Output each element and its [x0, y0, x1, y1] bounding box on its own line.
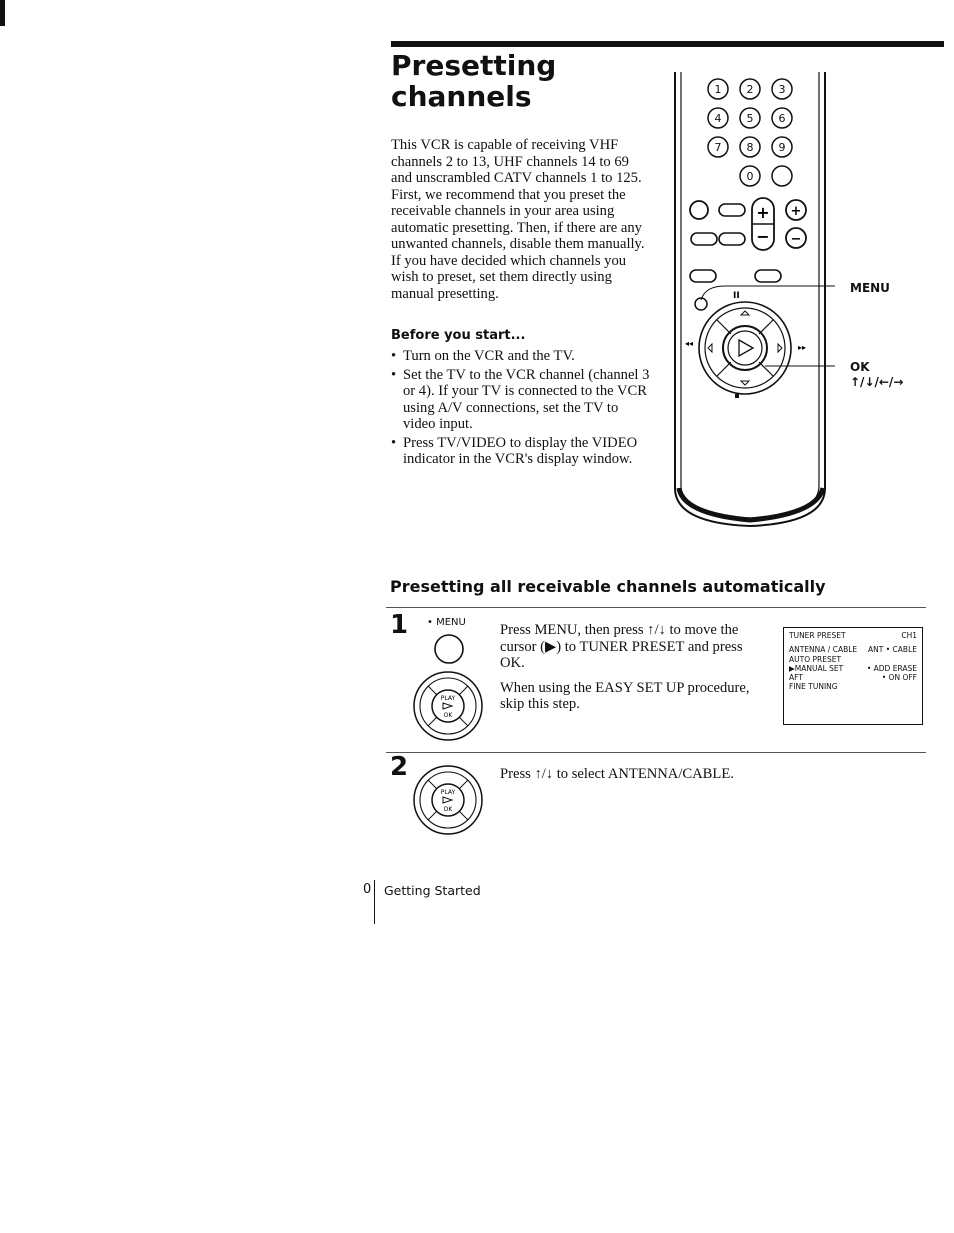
- svg-text:II: II: [733, 291, 740, 301]
- step-1-text: [500, 622, 770, 721]
- dial-play-label: PLAY: [440, 695, 456, 702]
- footer-divider: [374, 880, 375, 924]
- intro-paragraph: This VCR is capable of receiving VHF channels 2 to 13, UHF channels 14 to 69 and unscrambled CATV channels 1 to 125. First, we recommend that you preset the receivable channels in your area using automatic presetting. Then, if there are any unwanted channels, disable them manually. If you have decided which channels you wish to preset, set them directly using manual presetting.: [391, 137, 645, 302]
- digit-8: 8: [746, 141, 754, 154]
- jog-dial-icon: [412, 764, 484, 836]
- osd-row-value: ANT • CABLE: [868, 645, 917, 655]
- osd-row-label: AFT: [789, 673, 803, 683]
- dial-ok-label: OK: [443, 806, 453, 813]
- remote-control-illustration: [665, 68, 835, 530]
- step-number: 1: [390, 610, 409, 640]
- step-1-note: When using the EASY SET UP procedure, skip this step.: [500, 679, 750, 712]
- before-start-heading: Before you start...: [391, 328, 526, 343]
- edge-mark: [0, 0, 5, 26]
- osd-row-label: ANTENNA / CABLE: [789, 645, 858, 655]
- osd-row-value: • ON OFF: [881, 673, 917, 683]
- digit-6: 6: [778, 112, 786, 125]
- osd-row-label: FINE TUNING: [789, 682, 838, 692]
- osd-row-label: AUTO PRESET: [789, 654, 842, 664]
- menu-callout-label: MENU: [850, 281, 890, 295]
- section-heading: Presetting all receivable channels automatically: [390, 577, 826, 596]
- digit-1: 1: [714, 83, 722, 96]
- jog-dial-icon: [412, 670, 484, 742]
- step-1-instruction: Press MENU, then press ↑/↓ to move the cursor (▶) to TUNER PRESET and press OK.: [500, 622, 743, 671]
- digit-4: 4: [714, 112, 722, 125]
- step-number: 2: [390, 752, 409, 782]
- menu-button-icon: [432, 632, 466, 666]
- osd-row-label: ▶MANUAL SET: [789, 663, 844, 673]
- osd-title: TUNER PRESET: [789, 631, 846, 640]
- digit-7: 7: [714, 141, 722, 154]
- list-item: • Turn on the VCR and the TV.: [391, 348, 653, 365]
- step-2-instruction: Press ↑/↓ to select ANTENNA/CABLE.: [500, 766, 734, 782]
- footer-section: Getting Started: [384, 883, 481, 898]
- svg-text:+: +: [790, 204, 802, 219]
- ok-callout-label: OK: [850, 360, 870, 374]
- arrows-callout-label: ↑/↓/←/→: [850, 375, 904, 389]
- svg-text:◂◂: ◂◂: [685, 339, 694, 348]
- menu-icon-label: • MENU: [427, 617, 466, 628]
- digit-3: 3: [778, 83, 786, 96]
- dial-play-label: PLAY: [440, 789, 456, 796]
- tuner-preset-osd: [783, 627, 923, 725]
- title-rule: [391, 41, 944, 47]
- page-number: 0: [363, 882, 372, 897]
- before-start-list: [391, 348, 653, 470]
- list-item: • Press TV/VIDEO to display the VIDEO indicator in the VCR's display window.: [391, 435, 653, 468]
- svg-text:▸▸: ▸▸: [798, 343, 807, 352]
- digit-0: 0: [746, 170, 754, 183]
- section-divider: [386, 607, 926, 608]
- digit-2: 2: [746, 83, 754, 96]
- osd-channel: CH1: [901, 631, 917, 640]
- svg-text:+: +: [756, 203, 770, 222]
- step-divider: [386, 752, 926, 753]
- dial-ok-label: OK: [443, 712, 453, 719]
- digit-9: 9: [778, 141, 786, 154]
- digit-5: 5: [746, 112, 754, 125]
- osd-row-value: • ADD ERASE: [866, 663, 917, 673]
- svg-text:−: −: [756, 227, 770, 246]
- svg-text:−: −: [790, 232, 802, 247]
- list-item: • Set the TV to the VCR channel (channel 3 or 4). If your TV is connected to the VCR using A/V connections, set the TV to video input.: [391, 367, 653, 433]
- page-title: Presetting channels: [391, 49, 557, 113]
